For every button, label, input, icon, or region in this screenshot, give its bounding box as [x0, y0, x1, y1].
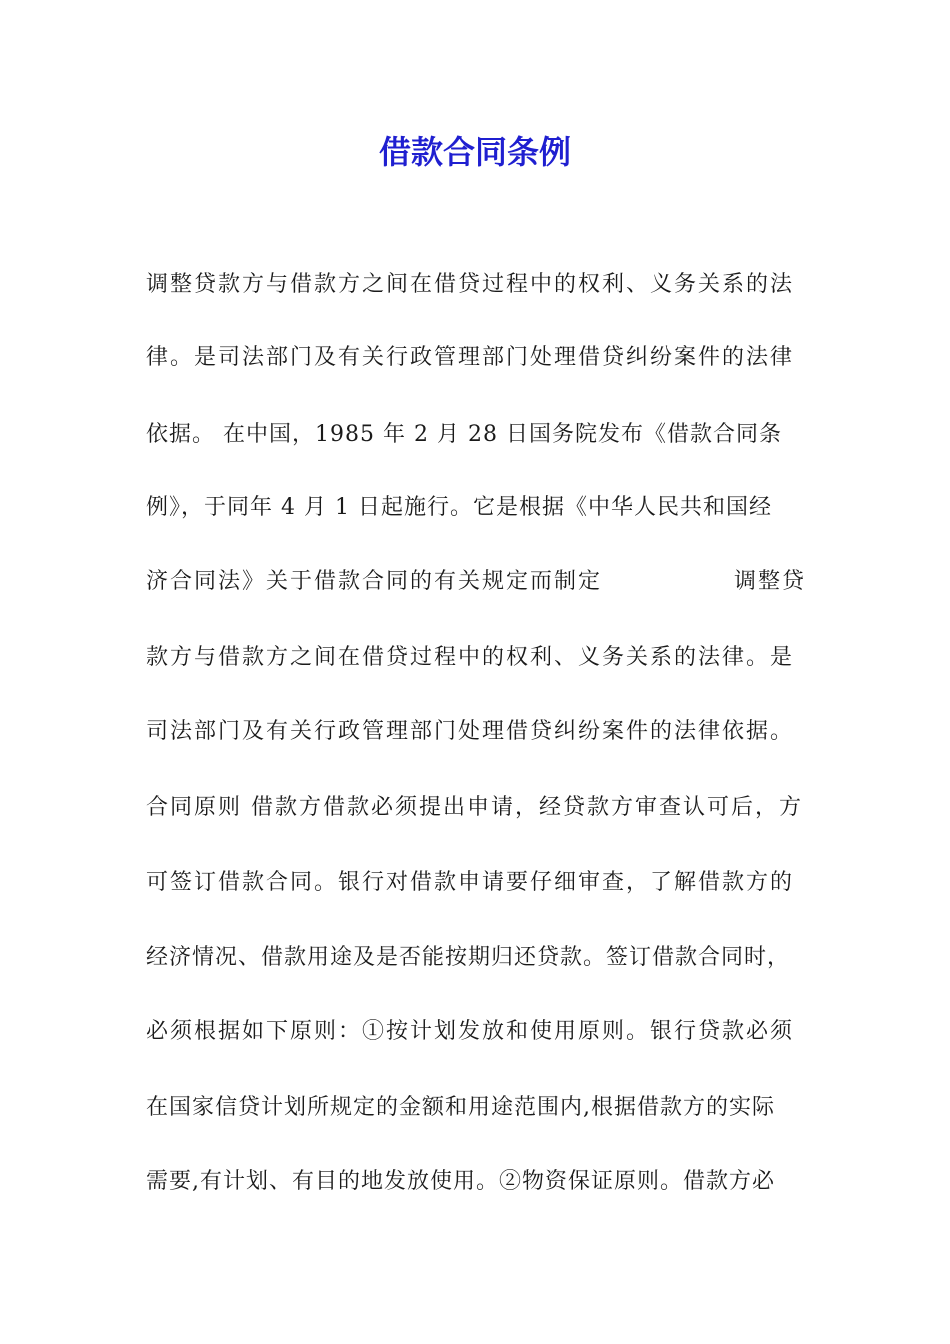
body-line-5: 济合同法》关于借款合同的有关规定而制定 — [146, 569, 603, 594]
body-line-9: 可签订借款合同。银行对借款申请要仔细审查，了解借款方的 — [146, 870, 795, 895]
body-line-1: 调整贷款方与借款方之间在借贷过程中的权利、义务关系的法 — [146, 272, 795, 297]
body-line-4: 例》，于同年 4 月 1 日起施行。它是根据《中华人民共和国经 — [146, 495, 772, 520]
body-line-7: 司法部门及有关行政管理部门处理借贷纠纷案件的法律依据。 — [146, 719, 795, 744]
body-line-2: 律。是司法部门及有关行政管理部门处理借贷纠纷案件的法律 — [146, 345, 795, 370]
document-title: 借款合同条例 — [378, 133, 571, 171]
body-line-13: 需要,有计划、有目的地发放使用。②物资保证原则。借款方必 — [146, 1169, 775, 1194]
body-line-12: 在国家信贷计划所规定的金额和用途范围内,根据借款方的实际 — [146, 1095, 775, 1120]
body-line-8: 合同原则 借款方借款必须提出申请，经贷款方审查认可后，方 — [146, 795, 803, 820]
body-line-3: 依据。 在中国，1985 年 2 月 28 日国务院发布《借款合同条 — [146, 422, 782, 447]
body-line-10: 经济情况、借款用途及是否能按期归还贷款。签订借款合同时， — [146, 945, 791, 970]
body-line-5-tail: 调整贷 — [734, 569, 807, 594]
body-line-6: 款方与借款方之间在借贷过程中的权利、义务关系的法律。是 — [146, 645, 795, 670]
body-line-11: 必须根据如下原则：①按计划发放和使用原则。银行贷款必须 — [146, 1019, 795, 1044]
